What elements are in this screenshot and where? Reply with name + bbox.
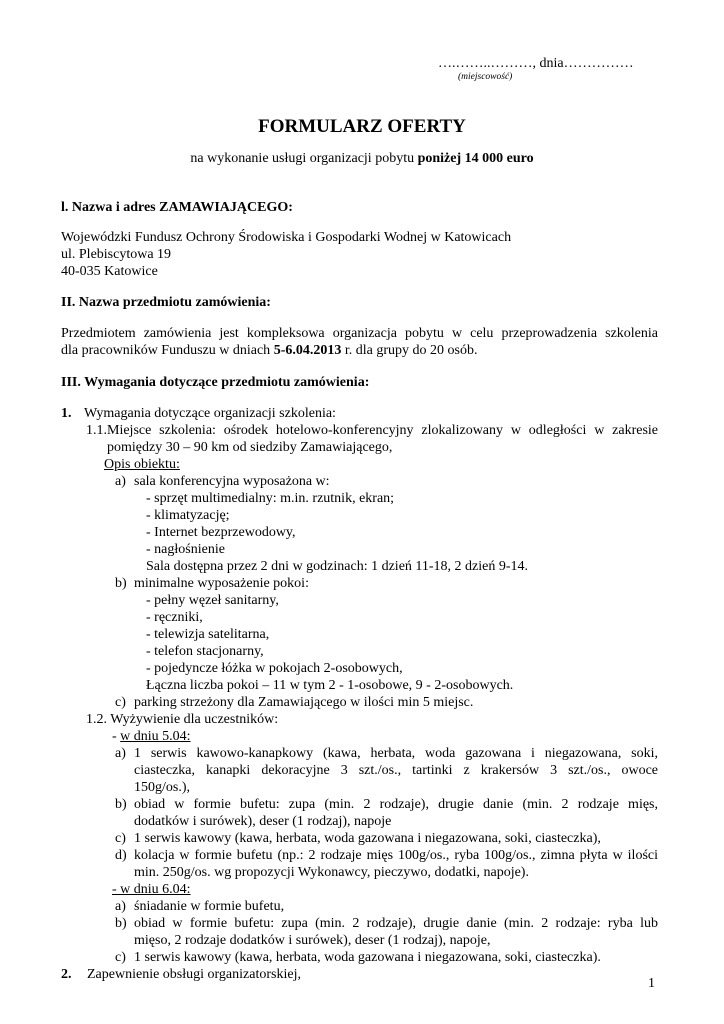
b-item: - pełny węzeł sanitarny, — [146, 593, 279, 608]
a-note: Sala dostępna przez 2 dni w godzinach: 1 dzień 11-18, 2 dzień 9-14. — [146, 559, 529, 574]
item11-line2: pomiędzy 30 – 90 km od siedziby Zamawiającego, — [107, 440, 393, 455]
d1b-label: b) — [115, 797, 127, 812]
object-description-label: Opis obiektu: — [104, 457, 180, 472]
document-title: FORMULARZ OFERTY — [258, 116, 466, 137]
section3-heading: III. Wymagania dotyczące przedmiotu zamówienia: — [61, 375, 370, 390]
place-note: (miejscowość) — [458, 72, 513, 82]
d1c-text: 1 serwis kawowy (kawa, herbata, woda gazowana i niegazowana, soki, ciasteczka), — [134, 831, 601, 846]
b-note: Łączna liczba pokoi – 11 w tym 2 - 1-osobowe, 9 - 2-osobowych. — [146, 678, 514, 693]
d2c-text: 1 serwis kawowy (kawa, herbata, woda gazowana i niegazowana, soki, ciasteczka). — [134, 950, 601, 965]
item2-number: 2. — [61, 967, 72, 982]
section2-heading: II. Nazwa przedmiotu zamówienia: — [61, 295, 271, 310]
c-text: parking strzeżony dla Zamawiającego w ilości min 5 miejsc. — [134, 695, 474, 710]
b-label: b) — [115, 576, 127, 591]
d1a-label: a) — [115, 746, 126, 761]
d1c-label: c) — [115, 831, 126, 846]
d1a-line2: ciasteczka, kanapki dekoracyjne 3 szt./os., tartinki z krakersów 3 szt./os., owoce — [134, 763, 658, 778]
d2a-label: a) — [115, 899, 126, 914]
a-item: - Internet bezprzewodowy, — [146, 525, 296, 540]
place-date-line: ….……..………, dnia…………… — [438, 56, 634, 71]
b-item: - telefon stacjonarny, — [146, 644, 264, 659]
orderer-name: Wojewódzki Fundusz Ochrony Środowiska i Gospodarki Wodnej w Katowicach — [61, 230, 512, 245]
d2c-label: c) — [115, 950, 126, 965]
d1b-line2: dodatków i surówek), deser (1 rodzaj), napoje — [134, 814, 392, 829]
orderer-street: ul. Plebiscytowa 19 — [61, 247, 172, 262]
d1b-line1: obiad w formie bufetu: zupa (min. 2 rodzaje), drugie danie (min. 2 rodzaje mięs, — [134, 797, 658, 812]
d2b-line1: obiad w formie bufetu: zupa (min. 2 rodzaje), drugie danie (min. 2 rodzaje: ryba lub — [134, 916, 658, 931]
a-label: a) — [115, 474, 126, 489]
d1a-line3: 150g/os.), — [134, 780, 190, 795]
d2a-text: śniadanie w formie bufetu, — [134, 899, 285, 914]
item1-number: 1. — [61, 406, 72, 421]
b-item: - ręczniki, — [146, 610, 203, 625]
a-item: - nagłośnienie — [146, 542, 225, 557]
a-item: - klimatyzację; — [146, 508, 230, 523]
subject-line2: dla pracowników Funduszu w dniach 5-6.04.2013 r. dla grupy do 20 osób. — [61, 343, 478, 358]
day1-heading: - w dniu 5.04: — [112, 729, 191, 744]
item1-text: Wymagania dotyczące organizacji szkolenia: — [84, 406, 336, 421]
item12-text: 1.2. Wyżywienie dla uczestników: — [86, 712, 279, 727]
a-text: sala konferencyjna wyposażona w: — [134, 474, 330, 489]
b-item: - pojedyncze łóżka w pokojach 2-osobowych, — [146, 661, 403, 676]
d1d-label: d) — [115, 848, 127, 863]
orderer-city: 40-035 Katowice — [61, 264, 158, 279]
item2-text: Zapewnienie obsługi organizatorskiej, — [87, 967, 301, 982]
document-subtitle: na wykonanie usługi organizacji pobytu poniżej 14 000 euro — [190, 151, 534, 166]
d1a-line1: 1 serwis kawowo-kanapkowy (kawa, herbata, woda gazowana i niegazowana, soki, — [134, 746, 658, 761]
d2b-label: b) — [115, 916, 127, 931]
day2-heading: - w dniu 6.04: — [112, 882, 191, 897]
item11-line1: 1.1.Miejsce szkolenia: ośrodek hotelowo-konferencyjny zlokalizowany w odległości w zakresie — [86, 423, 658, 438]
page-number: 1 — [648, 976, 655, 991]
section1-heading: l. Nazwa i adres ZAMAWIAJĄCEGO: — [61, 200, 293, 215]
d1d-line1: kolacja w formie bufetu (np.: 2 rodzaje mięs 100g/os., ryba 100g/os., zimna płyta w ilości — [134, 848, 658, 863]
c-label: c) — [115, 695, 126, 710]
b-text: minimalne wyposażenie pokoi: — [134, 576, 309, 591]
d1d-line2: min. 250g/os. wg propozycji Wykonawcy, pieczywo, dodatki, napoje). — [134, 865, 529, 880]
b-item: - telewizja satelitarna, — [146, 627, 270, 642]
a-item: - sprzęt multimedialny: m.in. rzutnik, ekran; — [146, 491, 395, 506]
subject-line1: Przedmiotem zamówienia jest kompleksowa organizacja pobytu w celu przeprowadzenia szkolenia — [61, 326, 658, 341]
d2b-line2: mięso, 2 rodzaje dodatków i surówek), deser (1 rodzaj), napoje, — [134, 933, 491, 948]
